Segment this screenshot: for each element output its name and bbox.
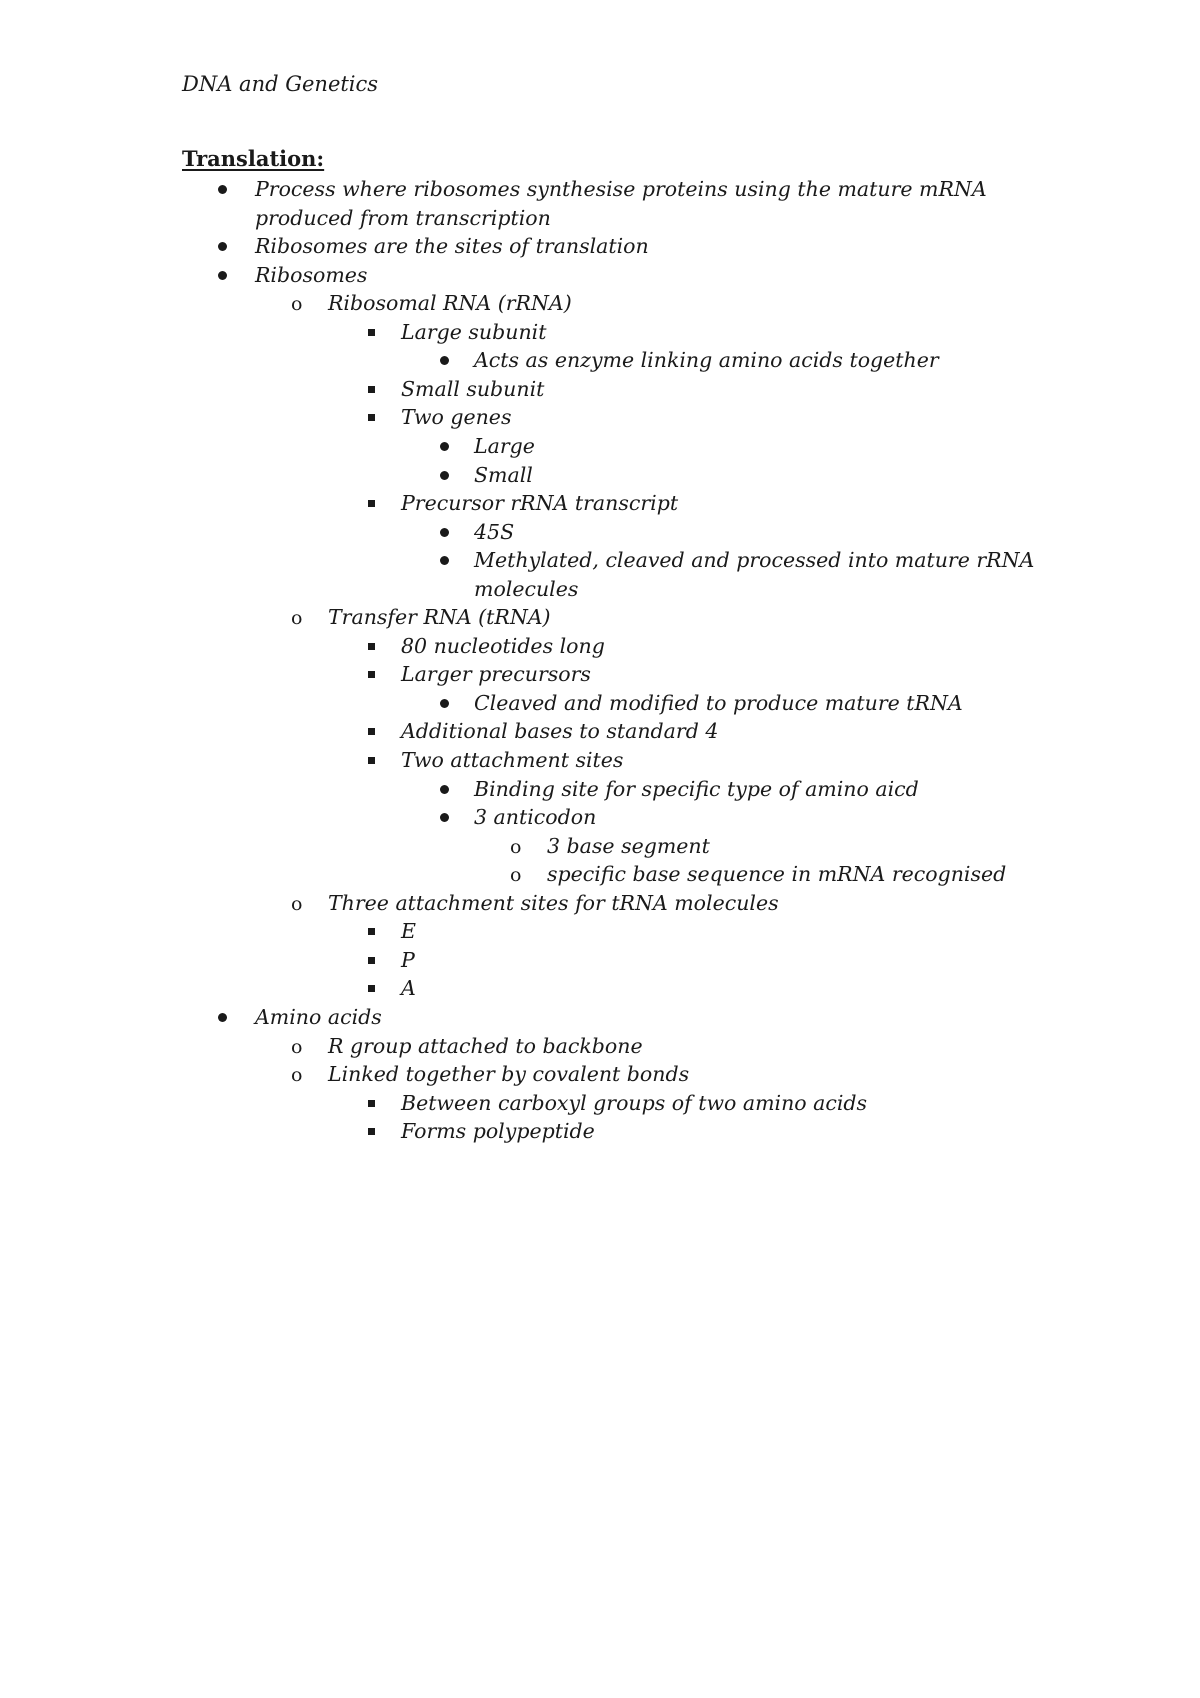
list-item-level-4: Acts as enzyme linking amino acids together: [474, 348, 939, 373]
list-item-level-4: 45S: [474, 519, 515, 544]
list-item-level-4: 3 anticodon: [474, 805, 597, 830]
bullet-circle-icon: o: [510, 835, 522, 858]
list-item-level-3: Two attachment sites: [401, 748, 624, 772]
list-item-level-3: A: [401, 976, 416, 1001]
list-item-level-1: Ribosomes: [255, 262, 368, 287]
list-item-level-1: Process where ribosomes synthesise proteins using the mature mRNA: [255, 177, 987, 201]
bullet-square-icon: [368, 1100, 375, 1107]
bullet-square-icon: [368, 957, 375, 964]
section-heading: Translation:: [182, 146, 325, 171]
bullet-square-icon: [368, 643, 375, 650]
list-item-level-1: Ribosomes are the sites of translation: [255, 234, 649, 259]
list-item-level-2: Three attachment sites for tRNA molecules: [328, 890, 779, 915]
bullet-square-icon: [368, 757, 375, 764]
list-item-level-3: Two genes: [401, 405, 512, 430]
list-item-level-3: Small subunit: [401, 376, 545, 401]
list-item-level-3: Larger precursors: [401, 662, 591, 687]
bullet-circle-icon: o: [291, 1035, 303, 1058]
bullet-disc-icon: [440, 785, 449, 794]
bullet-disc-icon: [440, 356, 449, 365]
bullet-circle-icon: o: [510, 864, 522, 887]
list-item-level-5: specific base sequence in mRNA recognised: [547, 862, 1007, 887]
list-item-level-3: E: [401, 919, 416, 944]
bullet-disc-icon: [440, 528, 449, 537]
bullet-square-icon: [368, 414, 375, 421]
list-item-level-4: Binding site for specific type of amino aicd: [474, 776, 919, 801]
list-item-level-3: Large subunit: [401, 319, 547, 344]
bullet-circle-icon: o: [291, 1064, 303, 1087]
bullet-square-icon: [368, 985, 375, 992]
list-item-level-3: Precursor rRNA transcript: [401, 491, 679, 516]
bullet-circle-icon: o: [291, 607, 303, 630]
bullet-circle-icon: o: [291, 293, 303, 316]
list-item-level-4: Methylated, cleaved and processed into mature rRNA: [474, 548, 1035, 573]
bullet-square-icon: [368, 671, 375, 678]
bullet-disc-icon: [218, 185, 227, 194]
bullet-square-icon: [368, 386, 375, 393]
bullet-square-icon: [368, 329, 375, 336]
bullet-disc-icon: [218, 1013, 227, 1022]
bullet-disc-icon: [218, 242, 227, 251]
bullet-disc-icon: [440, 556, 449, 565]
list-item-level-3: 80 nucleotides long: [401, 633, 605, 658]
list-item-level-1: Amino acids: [255, 1004, 382, 1029]
list-item-level-4: Cleaved and modified to produce mature tRNA: [474, 690, 963, 715]
list-item-continuation: molecules: [474, 576, 579, 601]
list-item-level-3: P: [401, 947, 415, 972]
list-item-level-2: Transfer RNA (tRNA): [328, 605, 551, 630]
list-item-level-3: Between carboxyl groups of two amino acids: [401, 1090, 868, 1115]
list-item-level-3: Additional bases to standard 4: [401, 719, 719, 744]
list-item-level-3: Forms polypeptide: [401, 1119, 595, 1144]
bullet-square-icon: [368, 1128, 375, 1135]
list-item-level-5: 3 base segment: [547, 833, 710, 858]
bullet-disc-icon: [440, 699, 449, 708]
bullet-square-icon: [368, 928, 375, 935]
bullet-square-icon: [368, 728, 375, 735]
list-item-level-4: Small: [474, 462, 533, 487]
bullet-disc-icon: [440, 442, 449, 451]
page-header: DNA and Genetics: [182, 72, 379, 96]
list-item-continuation: produced from transcription: [255, 205, 551, 230]
bullet-disc-icon: [440, 813, 449, 822]
bullet-disc-icon: [218, 271, 227, 280]
list-item-level-2: R group attached to backbone: [328, 1033, 643, 1058]
bullet-disc-icon: [440, 471, 449, 480]
bullet-circle-icon: o: [291, 892, 303, 915]
list-item-level-4: Large: [474, 433, 535, 458]
bullet-square-icon: [368, 500, 375, 507]
list-item-level-2: Ribosomal RNA (rRNA): [328, 291, 572, 316]
list-item-level-2: Linked together by covalent bonds: [328, 1062, 690, 1087]
